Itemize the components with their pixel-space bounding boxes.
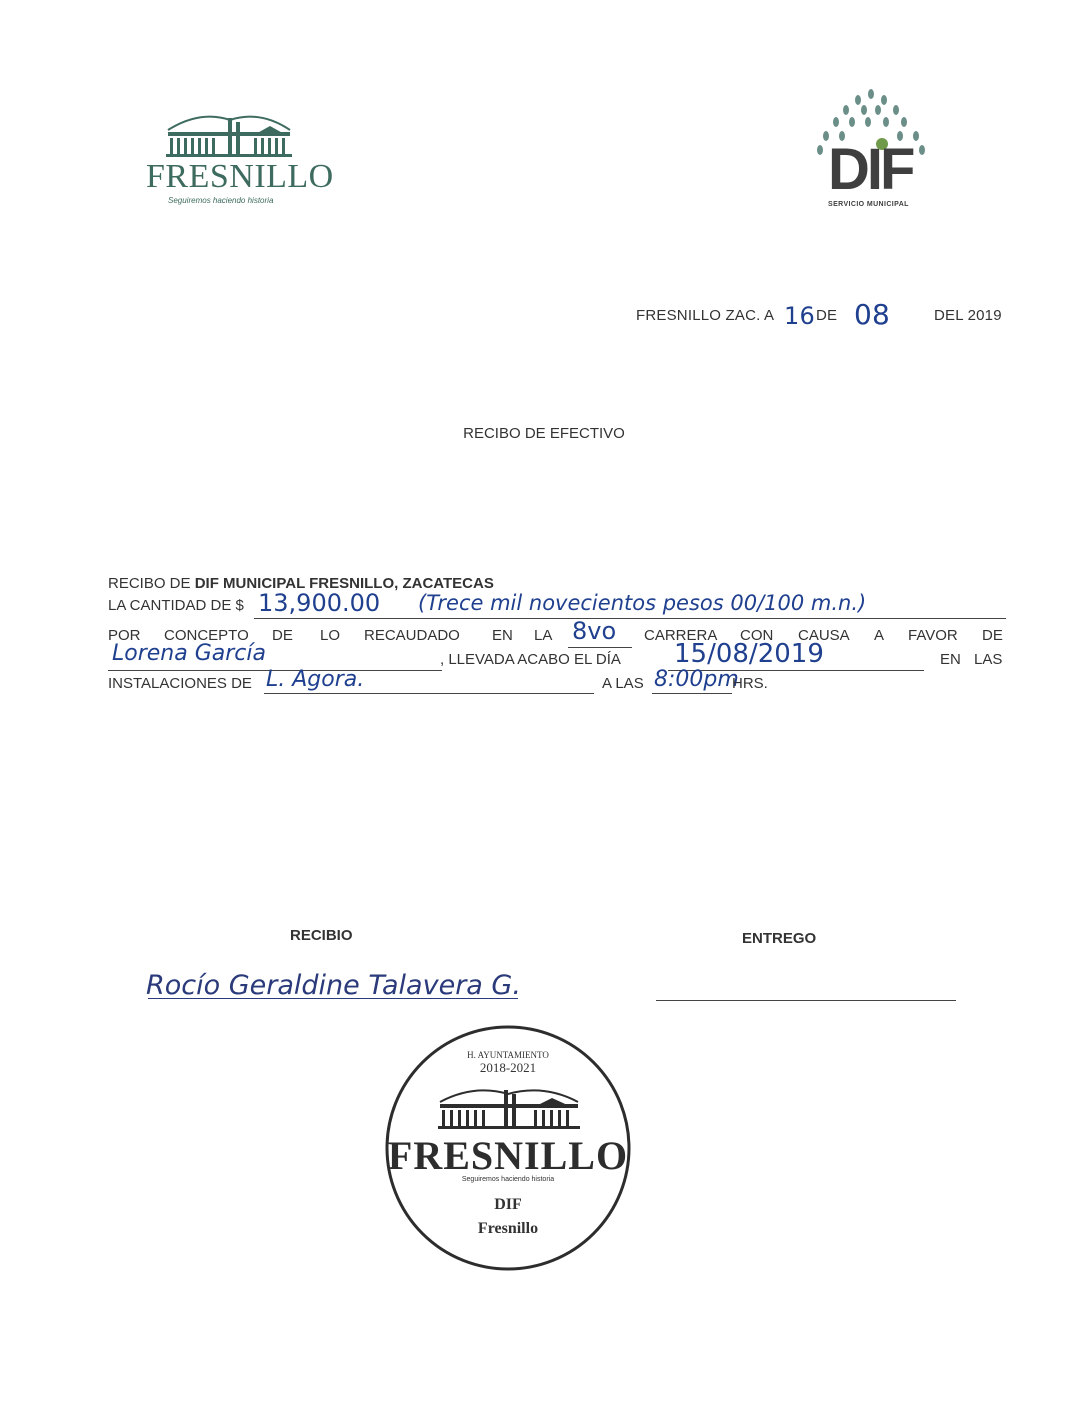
recibio-label: RECIBIO <box>290 927 353 944</box>
edition-underline <box>568 647 632 648</box>
concept-word-9: CON <box>740 627 774 644</box>
entrego-signature-line <box>656 1000 956 1001</box>
entrego-label: ENTREGO <box>742 930 817 947</box>
time-underline <box>652 693 732 694</box>
concept-word-7: LA <box>534 627 553 644</box>
amount-words: (Trece mil novecientos pesos 00/100 m.n.) <box>418 591 867 615</box>
concept-word-10: CAUSA <box>798 627 850 644</box>
recibio-signature: Rocío Geraldine Talavera G. <box>146 970 521 1001</box>
concept-word-13: DE <box>982 627 1003 644</box>
hrs-label: HRS. <box>732 675 768 692</box>
stamp-city: Fresnillo <box>477 1220 539 1237</box>
stamp-brand: FRESNILLO <box>387 1133 629 1178</box>
a-las-label: A LAS <box>602 675 644 692</box>
stamp-line-2: 2018-2021 <box>479 1060 537 1075</box>
date-month: 08 <box>854 298 891 331</box>
time-value: 8:00pm <box>654 667 739 692</box>
building-icon <box>140 108 330 160</box>
event-date-value: 15/08/2019 <box>674 639 824 669</box>
concept-word-4: LO <box>320 627 341 644</box>
stamp-dif: DIF <box>494 1196 522 1213</box>
stamp-line-1: H. AYUNTAMIENTO <box>467 1050 549 1060</box>
dif-logo <box>806 88 936 218</box>
fresnillo-tagline: Seguiremos haciendo historia <box>168 196 274 205</box>
line1-prefix: RECIBO DE <box>108 575 195 592</box>
concept-word-8: CARRERA <box>644 627 718 644</box>
date-line <box>636 298 1016 332</box>
date-day: 16 <box>784 302 815 330</box>
date-year: DEL 2019 <box>934 307 1002 324</box>
stamp-tagline: Seguiremos haciendo historia <box>461 1176 555 1183</box>
dif-brand: DIF <box>828 137 913 202</box>
date-de: DE <box>816 307 838 324</box>
llevada-label: , LLEVADA ACABO EL DÍA <box>440 651 621 668</box>
concept-word-5: RECAUDADO <box>364 627 460 644</box>
line1-institution: DIF MUNICIPAL FRESNILLO, ZACATECAS <box>194 575 494 592</box>
concept-word-11: A <box>874 627 885 644</box>
concept-word-1: POR <box>108 627 141 644</box>
venue-underline <box>264 693 594 694</box>
instalaciones-label: INSTALACIONES DE <box>108 675 252 692</box>
en-word: EN <box>940 651 961 668</box>
concept-word-3: DE <box>272 627 293 644</box>
venue-value: L. Agora. <box>266 667 365 692</box>
official-stamp <box>384 1024 632 1272</box>
concept-word-12: FAVOR <box>908 627 958 644</box>
receipt-body <box>108 575 1008 715</box>
amount-value: 13,900.00 <box>258 589 381 617</box>
beneficiary-value: Lorena García <box>112 641 266 666</box>
fresnillo-logo <box>140 108 334 208</box>
amount-label: LA CANTIDAD DE $ <box>108 597 244 614</box>
document-title: RECIBO DE EFECTIVO <box>463 425 625 442</box>
edition-value: 8vo <box>572 617 617 645</box>
date-prefix: FRESNILLO ZAC. A <box>636 307 775 324</box>
recibio-signature-underline <box>148 998 518 999</box>
concept-word-2: CONCEPTO <box>164 627 249 644</box>
dif-subtitle: SERVICIO MUNICIPAL <box>828 201 909 208</box>
las-word: LAS <box>974 651 1003 668</box>
amount-underline <box>254 618 1006 619</box>
concept-word-6: EN <box>492 627 513 644</box>
fresnillo-brand: FRESNILLO <box>146 158 334 195</box>
